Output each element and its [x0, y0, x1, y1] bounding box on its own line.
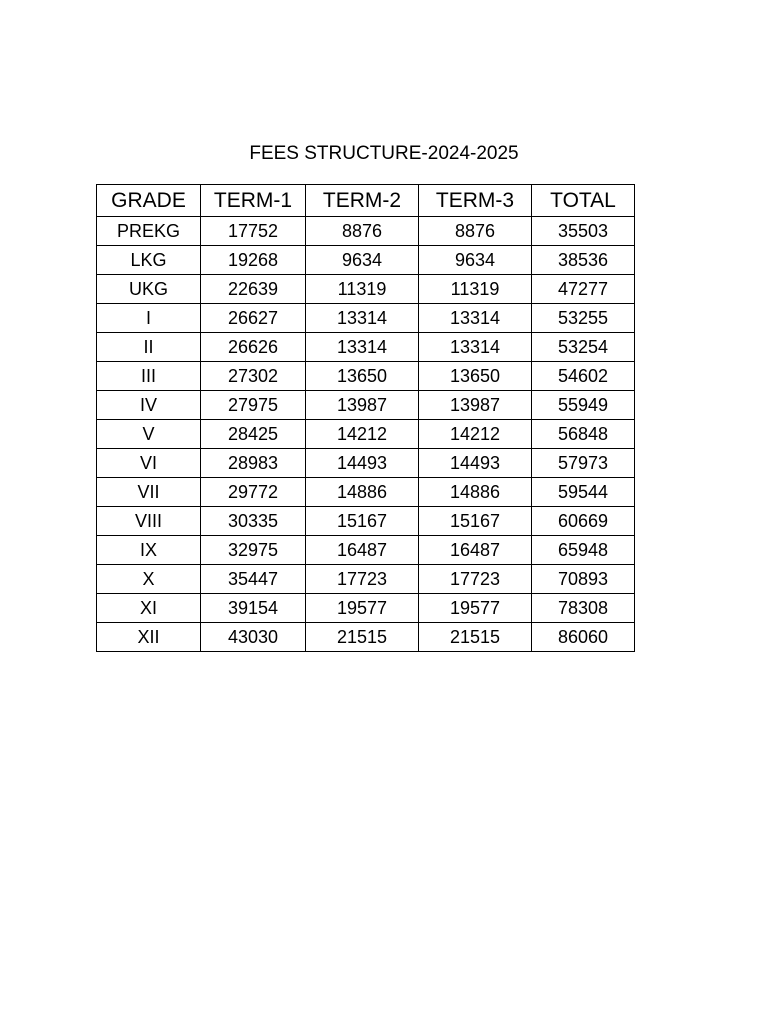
- cell-term-3: 21515: [419, 623, 532, 652]
- cell-term-3: 11319: [419, 275, 532, 304]
- cell-term-3: 13314: [419, 304, 532, 333]
- cell-term-2: 13314: [306, 333, 419, 362]
- cell-term-3: 16487: [419, 536, 532, 565]
- cell-term-2: 11319: [306, 275, 419, 304]
- table-row: [97, 217, 635, 246]
- cell-term-3: 13650: [419, 362, 532, 391]
- table-row: [97, 304, 635, 333]
- cell-term-1: 29772: [201, 478, 306, 507]
- cell-term-1: 22639: [201, 275, 306, 304]
- cell-term-3: 13987: [419, 391, 532, 420]
- cell-term-1: 27975: [201, 391, 306, 420]
- cell-total: 57973: [532, 449, 635, 478]
- cell-term-2: 13314: [306, 304, 419, 333]
- header-row: [97, 185, 635, 217]
- cell-grade: VIII: [97, 507, 201, 536]
- cell-total: 65948: [532, 536, 635, 565]
- cell-grade: UKG: [97, 275, 201, 304]
- cell-total: 38536: [532, 246, 635, 275]
- cell-term-2: 16487: [306, 536, 419, 565]
- cell-term-2: 15167: [306, 507, 419, 536]
- cell-term-1: 17752: [201, 217, 306, 246]
- cell-total: 78308: [532, 594, 635, 623]
- table-row: [97, 565, 635, 594]
- table-row: [97, 362, 635, 391]
- cell-grade: X: [97, 565, 201, 594]
- table-header: [97, 185, 635, 217]
- cell-term-2: 19577: [306, 594, 419, 623]
- cell-grade: V: [97, 420, 201, 449]
- cell-term-2: 14886: [306, 478, 419, 507]
- cell-term-3: 14886: [419, 478, 532, 507]
- cell-term-1: 30335: [201, 507, 306, 536]
- cell-term-3: 9634: [419, 246, 532, 275]
- cell-grade: PREKG: [97, 217, 201, 246]
- cell-term-3: 8876: [419, 217, 532, 246]
- cell-total: 53255: [532, 304, 635, 333]
- cell-term-3: 14212: [419, 420, 532, 449]
- cell-total: 55949: [532, 391, 635, 420]
- header-term-2: TERM-2: [306, 185, 419, 217]
- cell-term-2: 14493: [306, 449, 419, 478]
- table-row: [97, 420, 635, 449]
- cell-total: 56848: [532, 420, 635, 449]
- cell-term-1: 26626: [201, 333, 306, 362]
- cell-term-2: 9634: [306, 246, 419, 275]
- table-row: [97, 391, 635, 420]
- cell-term-1: 43030: [201, 623, 306, 652]
- header-total: TOTAL: [532, 185, 635, 217]
- cell-term-2: 17723: [306, 565, 419, 594]
- header-term-1: TERM-1: [201, 185, 306, 217]
- cell-grade: XII: [97, 623, 201, 652]
- cell-term-3: 15167: [419, 507, 532, 536]
- cell-grade: VI: [97, 449, 201, 478]
- cell-term-1: 28983: [201, 449, 306, 478]
- cell-total: 86060: [532, 623, 635, 652]
- cell-grade: VII: [97, 478, 201, 507]
- table-row: [97, 623, 635, 652]
- cell-term-3: 19577: [419, 594, 532, 623]
- cell-term-1: 32975: [201, 536, 306, 565]
- cell-grade: IX: [97, 536, 201, 565]
- cell-grade: II: [97, 333, 201, 362]
- cell-total: 70893: [532, 565, 635, 594]
- table-row: [97, 275, 635, 304]
- table-row: [97, 594, 635, 623]
- table-body: [97, 217, 635, 652]
- cell-grade: XI: [97, 594, 201, 623]
- cell-term-1: 26627: [201, 304, 306, 333]
- cell-grade: IV: [97, 391, 201, 420]
- cell-total: 47277: [532, 275, 635, 304]
- cell-term-2: 8876: [306, 217, 419, 246]
- table-row: [97, 478, 635, 507]
- cell-term-2: 14212: [306, 420, 419, 449]
- cell-term-3: 17723: [419, 565, 532, 594]
- cell-term-1: 39154: [201, 594, 306, 623]
- cell-total: 35503: [532, 217, 635, 246]
- table-row: [97, 449, 635, 478]
- table-row: [97, 246, 635, 275]
- table-row: [97, 507, 635, 536]
- header-grade: GRADE: [97, 185, 201, 217]
- cell-term-1: 35447: [201, 565, 306, 594]
- header-term-3: TERM-3: [419, 185, 532, 217]
- cell-term-2: 21515: [306, 623, 419, 652]
- cell-term-2: 13650: [306, 362, 419, 391]
- cell-term-1: 27302: [201, 362, 306, 391]
- cell-term-1: 28425: [201, 420, 306, 449]
- cell-grade: III: [97, 362, 201, 391]
- page-title: FEES STRUCTURE-2024-2025: [249, 143, 519, 164]
- cell-total: 53254: [532, 333, 635, 362]
- cell-term-1: 19268: [201, 246, 306, 275]
- cell-term-3: 14493: [419, 449, 532, 478]
- cell-total: 54602: [532, 362, 635, 391]
- table-row: [97, 333, 635, 362]
- cell-total: 59544: [532, 478, 635, 507]
- table-row: [97, 536, 635, 565]
- cell-grade: LKG: [97, 246, 201, 275]
- cell-grade: I: [97, 304, 201, 333]
- cell-term-2: 13987: [306, 391, 419, 420]
- fees-table: [96, 184, 635, 652]
- cell-total: 60669: [532, 507, 635, 536]
- cell-term-3: 13314: [419, 333, 532, 362]
